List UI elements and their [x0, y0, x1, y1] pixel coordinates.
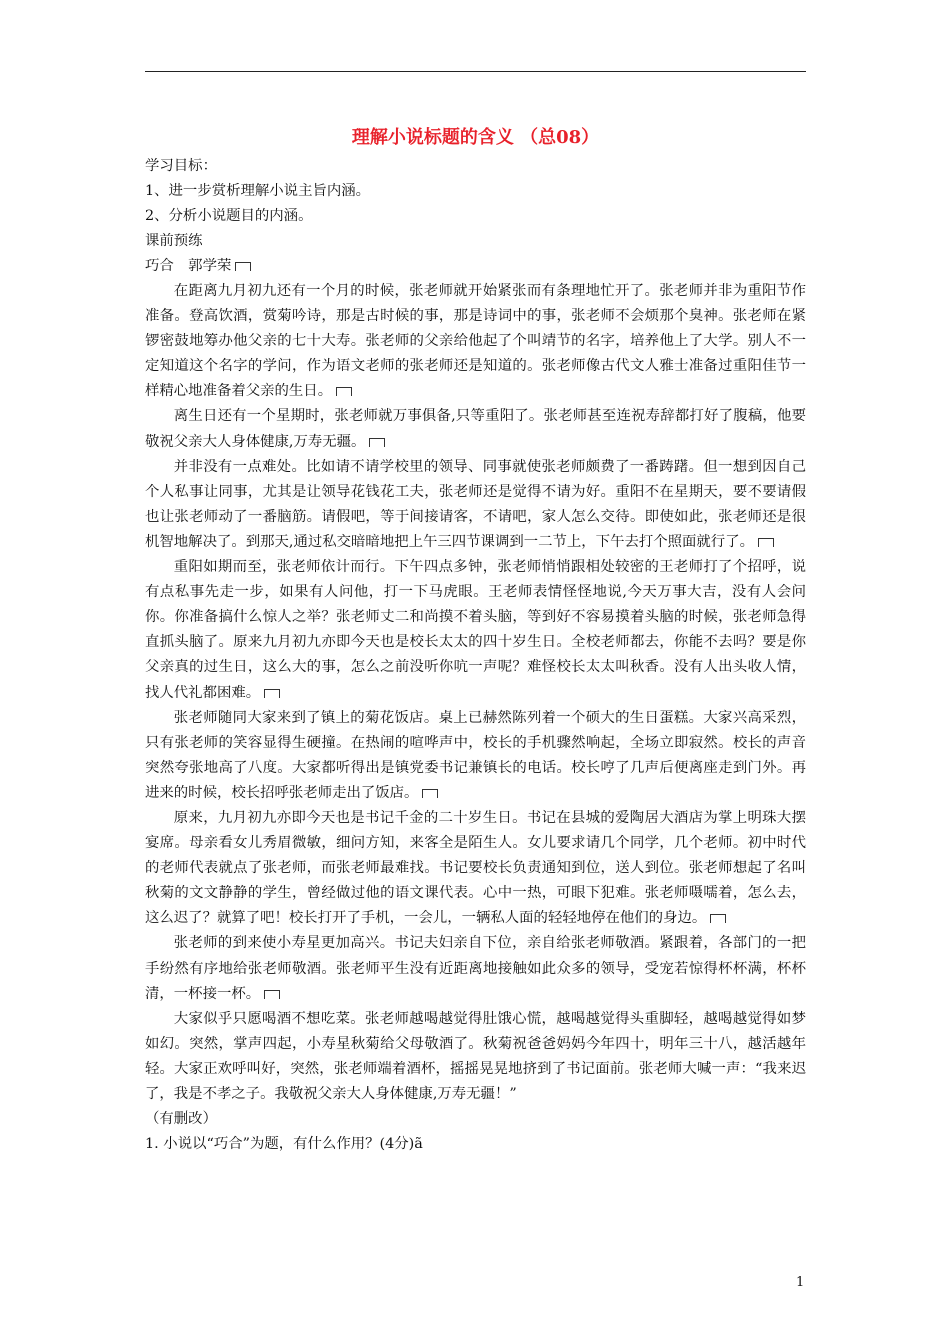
objective-item-1: 1、进一步赏析理解小说主旨内涵。: [145, 183, 371, 199]
objective-item-2: 2、分析小说题目的内涵。: [145, 208, 313, 224]
paragraph-text: 并非没有一点难处。比如请不请学校里的领导、同事就使张老师颇费了一番踌躇。但一想到因自己个人私事让同事，尤其是让领导花钱花工夫，张老师还是觉得不请为好。重阳不在星期天，要不要请假也让张老师动了一番脑筋。请假吧，等于间接请客，不请吧，家人怎么交待。即使如此，张老师还是很机智地解决了。到那天,通过私交暗暗地把上午三四节课调到一二节上，下午去打个照面就行了。: [145, 458, 806, 550]
paragraph-text: 离生日还有一个星期时，张老师就万事俱备,只等重阳了。张老师甚至连祝寿辞都打好了腹稿，他要敬祝父亲大人身体健康,万寿无疆。: [145, 408, 806, 450]
question-1: 1. 小说以“巧合”为题，有什么作用？(4分)ã: [145, 1136, 423, 1153]
return-mark-icon: [264, 689, 280, 698]
return-mark-icon: [336, 387, 352, 396]
paragraph-text: 原来，九月初九亦即今天也是书记千金的二十岁生日。书记在县城的爱陶居大酒店为掌上明珠大摆宴席。母亲看女儿秀眉微敏，细问方知，来客全是陌生人。女儿要求请几个同学，几个老师。初中时代的老师代表就点了张老师，而张老师最难找。书记要校长负责通知到位，送人到位。张老师想起了名叫秋菊的文文静静的学生，曾经做过他的语文课代表。心中一热，可眼下犯难。张老师嗫嚅着，怎么去，这么迟了？就算了吧！校长打开了手机，一会儿，一辆私人面的轻轻地停在他们的身边。: [145, 809, 806, 927]
paragraph-text: 大家似乎只愿喝酒不想吃菜。张老师越喝越觉得肚饿心慌，越喝越觉得头重脚轻，越喝越觉得如梦如幻。突然，掌声四起，小寿星秋菊给父母敬酒了。秋菊祝爸爸妈妈今年四十，明年三十八，越活越年轻。大家正欢呼叫好，突然，张老师端着酒杯，摇摇晃晃地挤到了书记面前。张老师大喊一声：“我来迟了，我是不孝之子。我敬祝父亲大人身体健康,万寿无疆！”: [145, 1010, 806, 1102]
story-paragraph: [145, 404, 806, 454]
document-body: [145, 124, 806, 1157]
story-paragraph: [145, 1007, 806, 1107]
objectives-heading: 学习目标：: [145, 158, 217, 174]
story-paragraph: [145, 931, 806, 1006]
paragraph-text: 在距离九月初九还有一个月的时候，张老师就开始紧张而有条理地忙开了。张老师并非为重阳节作准备。登高饮酒，赏菊吟诗，那是古时候的事，那是诗词中的事，张老师不会烦那个臭神。张老师在紧锣密鼓地筹办他父亲的七十大寿。张老师的父亲给他起了个叫靖节的名字，培养他上了大学。别人不一定知道这个名字的学问，作为语文老师的张老师还是知道的。张老师像古代文人雅士准备过重阳佳节一样精心地准备着父亲的生日。: [145, 283, 806, 400]
section-label: 课前预练: [145, 233, 203, 249]
story-byline: [145, 254, 806, 279]
story-paragraph: [145, 706, 806, 806]
return-mark-icon: [235, 262, 251, 271]
document-title: 理解小说标题的含义 （总08）: [351, 127, 600, 148]
story-paragraph: [145, 455, 806, 555]
page-number: 1: [796, 1275, 805, 1290]
paragraph-text: 张老师的到来使小寿星更加高兴。书记夫妇亲自下位，亲自给张老师敬酒。紧跟着，各部门的一把手纷然有序地给张老师敬酒。张老师平生没有近距离地接触如此众多的领导，受宠若惊得杯杯满，杯杯清，一杯接一杯。: [145, 935, 806, 1002]
paragraph-text: 重阳如期而至，张老师依计而行。下午四点多钟，张老师悄悄跟相处较密的王老师打了个招呼，说有点私事先走一步，如果有人问他，打一下马虎眼。王老师表情怪怪地说,今天万事大吉，没有人会问你。你准备搞什么惊人之举？张老师丈二和尚摸不着头脑，等到好不容易摸着头脑的时候，张老师急得直抓头脑了。原来九月初九亦即今天也是校长太太的四十岁生日。全校老师都去，你能不去吗？要是你父亲真的过生日，这么大的事，怎么之前没听你吭一声呢？难怪校长太太叫秋香。没有人出头收人情，找人代礼都困难。: [145, 559, 806, 701]
return-mark-icon: [710, 914, 726, 923]
source-note: （有删改）: [145, 1111, 217, 1128]
return-mark-icon: [758, 538, 774, 547]
story-paragraph: [145, 279, 806, 404]
story-byline-text: 巧合 郭学荣: [145, 258, 232, 274]
paragraph-text: 张老师随同大家来到了镇上的菊花饭店。桌上已赫然陈列着一个硕大的生日蛋糕。大家兴高采烈，只有张老师的笑容显得生硬撞。在热闹的喧哗声中，校长的手机骤然响起，全场立即寂然。校长的声音突然夸张地高了八度。大家都听得出是镇党委书记兼镇长的电话。校长哼了几声后便离座走到门外。再进来的时候，校长招呼张老师走出了饭店。: [145, 709, 806, 801]
return-mark-icon: [422, 789, 438, 798]
header-rule: [145, 71, 806, 72]
story-paragraph: [145, 555, 806, 706]
story-paragraph: [145, 806, 806, 931]
return-mark-icon: [264, 990, 280, 999]
return-mark-icon: [369, 438, 385, 447]
